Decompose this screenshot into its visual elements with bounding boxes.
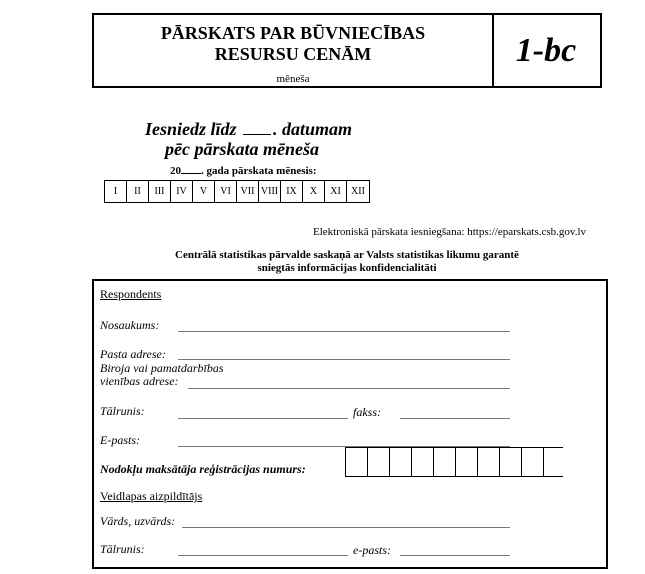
tax-number-digit[interactable]	[412, 448, 434, 476]
office-address-label-line-1: Biroja vai pamatdarbības	[100, 361, 224, 375]
fax-field[interactable]	[400, 418, 510, 419]
office-address-field[interactable]	[188, 388, 510, 389]
preparer-phone-field[interactable]	[178, 555, 348, 556]
confidentiality-line-2: sniegtās informācijas konfidencialitāti	[257, 262, 437, 274]
year-prefix: 20	[170, 165, 181, 177]
form-title	[94, 23, 492, 65]
name-field[interactable]	[178, 331, 510, 332]
preparer-section-title: Veidlapas aizpildītājs	[100, 489, 203, 503]
tax-number-digit[interactable]	[368, 448, 390, 476]
submission-deadline	[145, 119, 352, 159]
preparer-email-field[interactable]	[400, 555, 510, 556]
month-cell-5[interactable]: V	[193, 181, 215, 202]
tax-number-digit[interactable]	[500, 448, 522, 476]
tax-number-digit[interactable]	[522, 448, 544, 476]
deadline-line-1	[145, 119, 352, 139]
tax-number-field[interactable]	[345, 447, 563, 477]
month-cell-1[interactable]: I	[105, 181, 127, 202]
month-selector	[104, 180, 370, 203]
deadline-suffix: . datumam	[273, 119, 353, 139]
phone-field[interactable]	[178, 418, 348, 419]
fax-label: fakss:	[353, 405, 381, 419]
year-suffix: . gada pārskata mēnesis:	[201, 165, 317, 177]
email-label: E-pasts:	[100, 433, 140, 447]
deadline-day-blank[interactable]	[243, 120, 271, 135]
tax-number-digit[interactable]	[390, 448, 412, 476]
name-label: Nosaukums:	[100, 318, 160, 332]
preparer-phone-label: Tālrunis:	[100, 542, 145, 556]
form-title-line-1: PĀRSKATS PAR BŪVNIECĪBAS	[160, 23, 426, 43]
tax-number-digit[interactable]	[456, 448, 478, 476]
e-submission-note: Elektroniskā pārskata iesniegšana: https://eparskats.csb.gov.lv	[313, 226, 586, 238]
month-cell-10[interactable]: X	[303, 181, 325, 202]
report-period: mēneša	[276, 73, 310, 85]
phone-label: Tālrunis:	[100, 404, 145, 418]
tax-number-digit[interactable]	[478, 448, 500, 476]
form-title-line-2: RESURSU CENĀM	[214, 44, 372, 64]
month-cell-6[interactable]: VI	[215, 181, 237, 202]
month-cell-7[interactable]: VII	[237, 181, 259, 202]
deadline-line-2: pēc pārskata mēneša	[165, 139, 319, 159]
tax-number-digit[interactable]	[434, 448, 456, 476]
form-header	[92, 13, 602, 88]
confidentiality-line-1: Centrālā statistikas pārvalde saskaņā ar Valsts statistikas likumu garantē	[175, 249, 519, 261]
month-cell-11[interactable]: XI	[325, 181, 347, 202]
office-address-label	[100, 362, 224, 388]
tax-number-digit[interactable]	[544, 448, 563, 476]
year-blank[interactable]	[181, 164, 201, 174]
preparer-name-field[interactable]	[182, 527, 510, 528]
tax-number-label: Nodokļu maksātāja reģistrācijas numurs:	[100, 462, 306, 476]
report-year-row	[170, 164, 317, 177]
month-cell-4[interactable]: IV	[171, 181, 193, 202]
month-cell-8[interactable]: VIII	[259, 181, 281, 202]
tax-number-digit[interactable]	[346, 448, 368, 476]
deadline-prefix: Iesniedz līdz	[145, 119, 237, 139]
form-code: 1-bc	[515, 31, 577, 69]
month-cell-2[interactable]: II	[127, 181, 149, 202]
month-cell-9[interactable]: IX	[281, 181, 303, 202]
confidentiality-notice	[92, 249, 602, 275]
postal-address-label: Pasta adrese:	[100, 347, 166, 361]
preparer-email-label: e-pasts:	[353, 543, 391, 557]
preparer-name-label: Vārds, uzvārds:	[100, 514, 176, 528]
respondent-form	[92, 279, 608, 569]
postal-address-field[interactable]	[178, 359, 510, 360]
respondent-section-title: Respondents	[100, 287, 162, 301]
office-address-label-line-2: vienības adrese:	[100, 374, 179, 388]
month-cell-3[interactable]: III	[149, 181, 171, 202]
month-cell-12[interactable]: XII	[351, 186, 365, 197]
